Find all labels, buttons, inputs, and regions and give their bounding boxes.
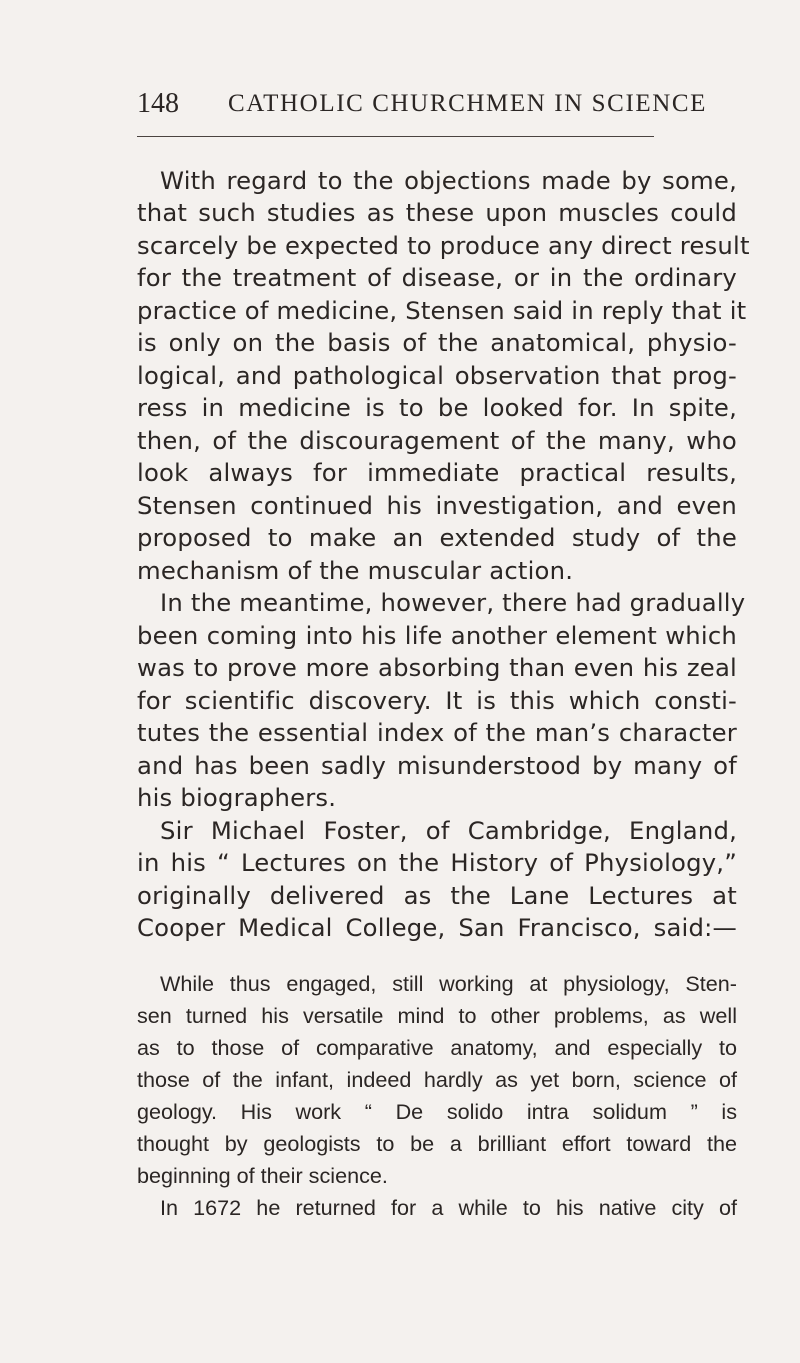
- running-title: CATHOLIC CHURCHMEN IN SCIENCE: [228, 90, 708, 117]
- body-line: and has been sadly misunderstood by many of: [137, 751, 737, 780]
- quote-line: sen turned his versatile mind to other problems, as well: [137, 1003, 737, 1028]
- body-line: Sir Michael Foster, of Cambridge, England,: [160, 816, 737, 845]
- body-line: his biographers.: [137, 783, 337, 812]
- body-line: Cooper Medical College, San Francisco, said:—: [137, 913, 737, 942]
- quote-line: thought by geologists to be a brilliant effort toward the: [137, 1131, 737, 1156]
- page-number: 148: [137, 88, 179, 119]
- quote-line: In 1672 he returned for a while to his native city of: [160, 1195, 737, 1220]
- body-line: practice of medicine, Stensen said in reply that it: [137, 296, 747, 325]
- quote-line: those of the infant, indeed hardly as yet born, science of: [137, 1067, 737, 1092]
- body-line: for the treatment of disease, or in the ordinary: [137, 263, 737, 292]
- running-header: [137, 88, 708, 122]
- body-line: proposed to make an extended study of the: [137, 523, 737, 552]
- quote-line: geology. His work “ De solido intra solidum ” is: [137, 1099, 737, 1124]
- body-line: In the meantime, however, there had gradually: [160, 588, 746, 617]
- body-line: was to prove more absorbing than even his zeal: [137, 653, 737, 682]
- body-line: Stensen continued his investigation, and even: [137, 491, 737, 520]
- body-line: logical, and pathological observation that prog-: [137, 361, 737, 390]
- quote-line: as to those of comparative anatomy, and especially to: [137, 1035, 737, 1060]
- body-line: scarcely be expected to produce any direct result: [137, 231, 750, 260]
- body-line: that such studies as these upon muscles could: [137, 198, 737, 227]
- body-line: With regard to the objections made by some,: [160, 166, 737, 195]
- quote-line: While thus engaged, still working at physiology, Sten-: [160, 971, 737, 996]
- body-line: been coming into his life another element which: [137, 621, 737, 650]
- body-line: is only on the basis of the anatomical, physio-: [137, 328, 737, 357]
- body-line: in his “ Lectures on the History of Physiology,”: [137, 848, 737, 877]
- body-line: for scientific discovery. It is this which consti-: [137, 686, 737, 715]
- body-line: then, of the discouragement of the many, who: [137, 426, 737, 455]
- quote-line: beginning of their science.: [137, 1163, 388, 1188]
- body-line: originally delivered as the Lane Lectures at: [137, 881, 737, 910]
- body-line: mechanism of the muscular action.: [137, 556, 574, 585]
- body-line: tutes the essential index of the man’s character: [137, 718, 737, 747]
- body-line: ress in medicine is to be looked for. In spite,: [137, 393, 737, 422]
- body-line: look always for immediate practical results,: [137, 458, 737, 487]
- header-rule: [137, 136, 654, 137]
